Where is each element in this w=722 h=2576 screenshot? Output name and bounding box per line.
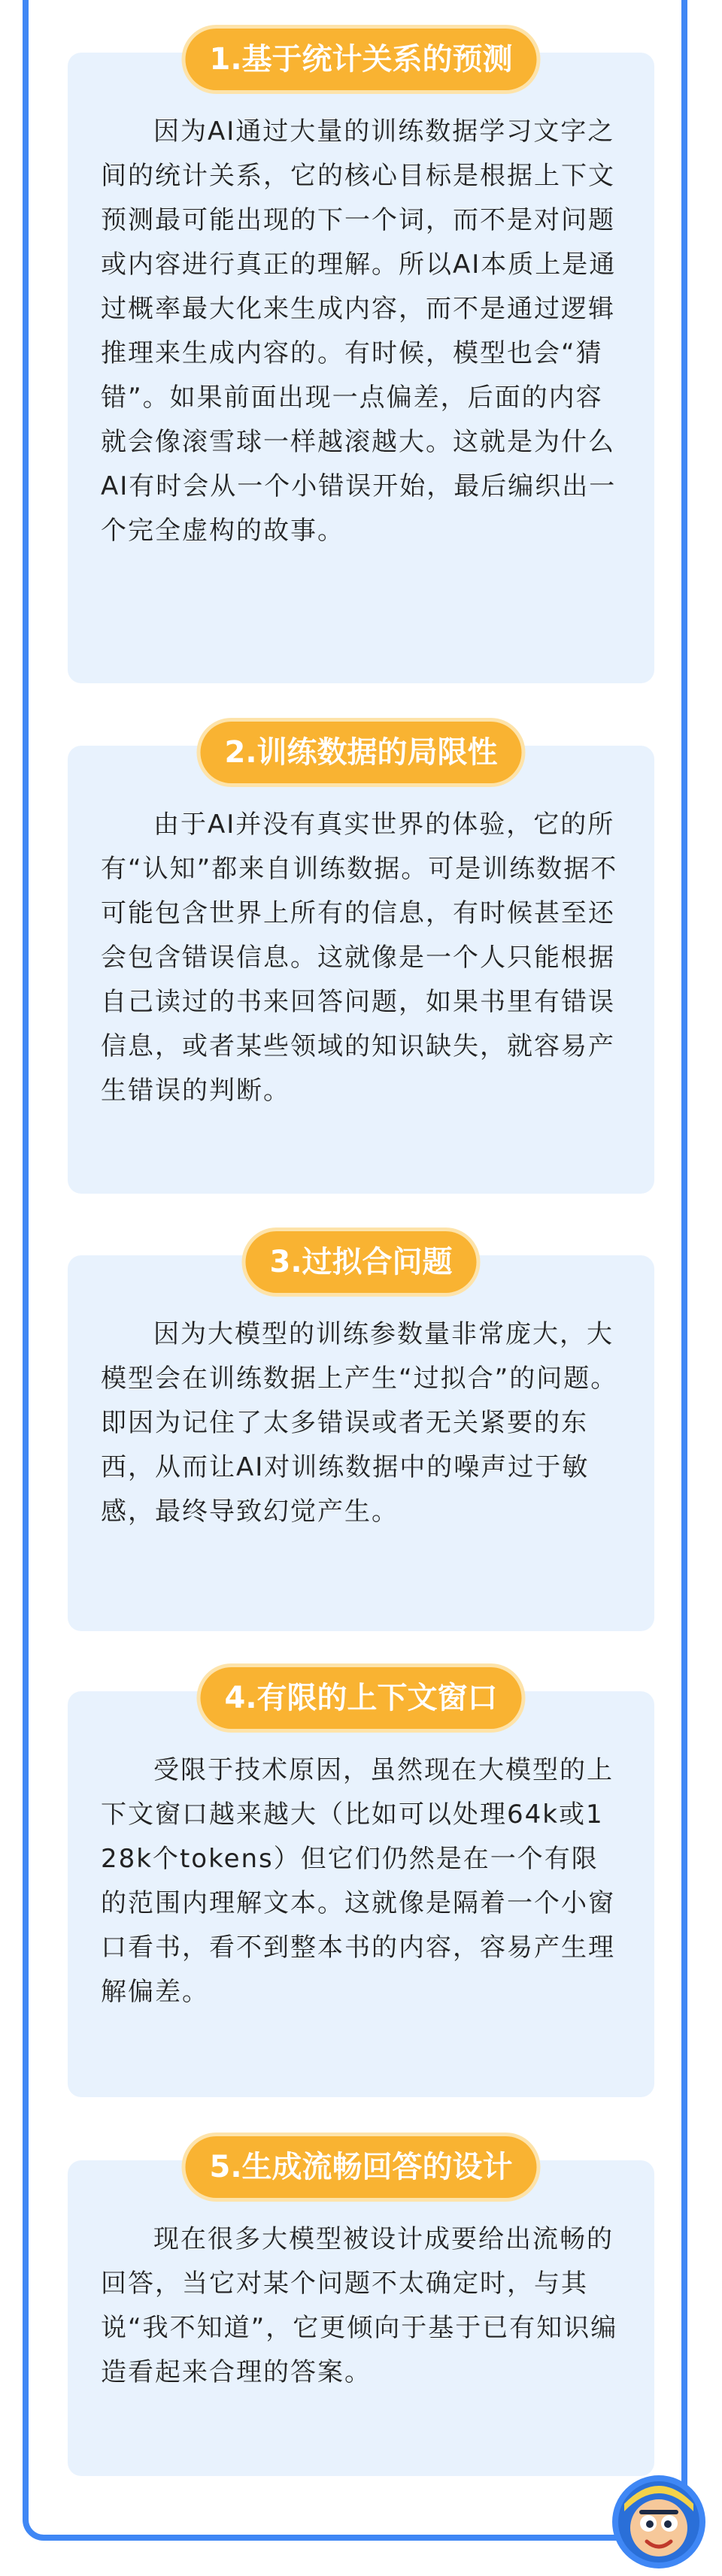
- section-text-4: 受限于技术原因，虽然现在大模型的上下文窗口越来越大（比如可以处理64k或128k个tokens）但它们仍然是在一个有限的范围内理解文本。这就像是隔着一个小窗口看书，看不到整本书的内容，容易产生理解偏差。: [101, 1755, 615, 2007]
- section-title-5: 5.生成流畅回答的设计: [185, 2136, 536, 2198]
- section-card-1: [68, 42, 654, 683]
- section-card-3: [68, 1245, 654, 1631]
- section-text-5: 现在很多大模型被设计成要给出流畅的回答，当它对某个问题不太确定时，与其说“我不知道”，它更倾向于基于已有知识编造看起来合理的答案。: [101, 2224, 618, 2387]
- section-title-2: 2.训练数据的局限性: [200, 722, 521, 783]
- section-card-2: [68, 735, 654, 1194]
- mascot-logo-icon: [606, 2468, 711, 2573]
- section-card-5: [68, 2150, 654, 2476]
- section-card-4: [68, 1681, 654, 2097]
- section-text-3: 因为大模型的训练参数量非常庞大，大模型会在训练数据上产生“过拟合”的问题。即因为记住了太多错误或者无关紧要的东西，从而让AI对训练数据中的噪声过于敏感，最终导致幻觉产生。: [101, 1319, 618, 1527]
- section-title-4: 4.有限的上下文窗口: [200, 1667, 521, 1729]
- section-title-1: 1.基于统计关系的预测: [185, 29, 536, 90]
- section-title-3: 3.过拟合问题: [245, 1231, 476, 1293]
- section-text-1: 因为AI通过大量的训练数据学习文字之间的统计关系，它的核心目标是根据上下文预测最可能出现的下一个词，而不是对问题或内容进行真正的理解。所以AI本质上是通过概率最大化来生成内容，而不是通过逻辑推理来生成内容的。有时候，模型也会“猜错”。如果前面出现一点偏差，后面的内容就会像滚雪球一样越滚越大。这就是为什么AI有时会从一个小错误开始，最后编织出一个完全虚构的故事。: [101, 117, 617, 546]
- section-text-2: 由于AI并没有真实世界的体验，它的所有“认知”都来自训练数据。可是训练数据不可能包含世界上所有的信息，有时候甚至还会包含错误信息。这就像是一个人只能根据自己读过的书来回答问题，如果书里有错误信息，或者某些领域的知识缺失，就容易产生错误的判断。: [101, 810, 618, 1106]
